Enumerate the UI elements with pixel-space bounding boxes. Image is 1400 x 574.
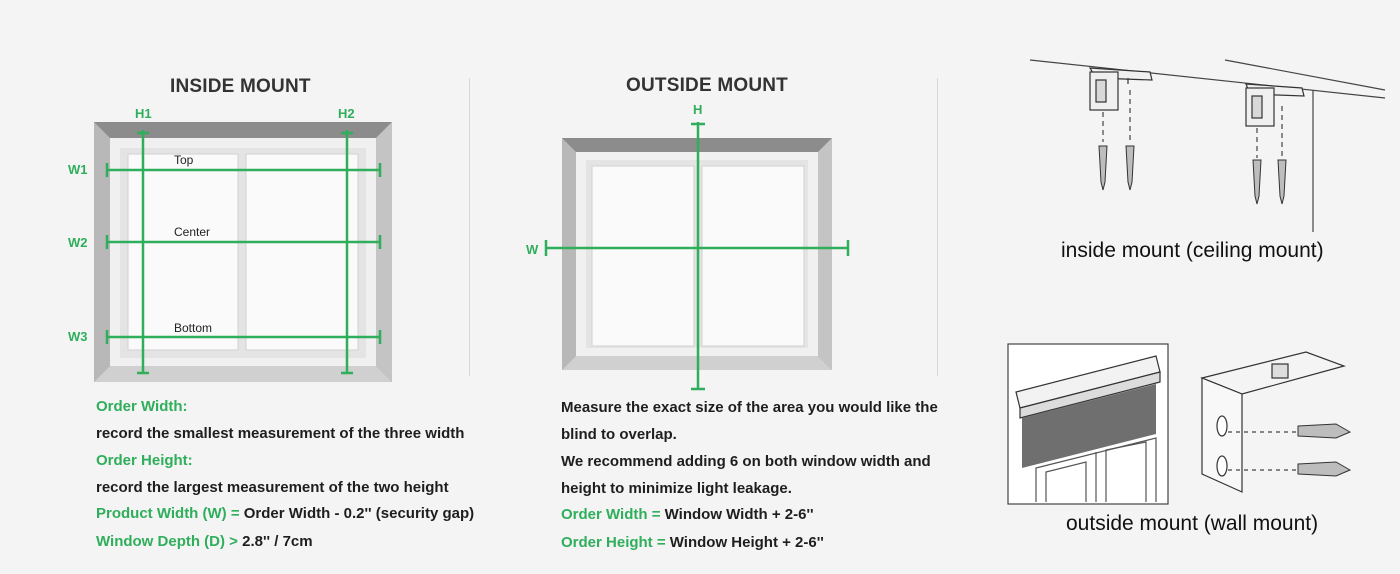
window-depth-text: 2.8'' / 7cm: [237, 533, 313, 550]
zone-bottom-label: Bottom: [174, 321, 213, 335]
measure-line-1: Measure the exact size of the area you would like the: [561, 399, 938, 416]
ceiling-screws: [1099, 146, 1286, 204]
h2-label: H2: [338, 106, 355, 121]
w1-label: W1: [68, 162, 88, 177]
w-label: W: [526, 242, 539, 257]
ceiling-mount-caption: inside mount (ceiling mount): [1061, 239, 1324, 262]
wall-mount-caption: outside mount (wall mount): [1066, 512, 1319, 535]
inside-order-height-label: Order Height:: [96, 452, 193, 469]
outside-mount-title: OUTSIDE MOUNT: [626, 75, 788, 96]
h-label: H: [693, 102, 703, 117]
ceiling-bracket-left: [1090, 68, 1152, 110]
inside-order-width-label: Order Width:: [96, 398, 188, 415]
recommend-line-2: height to minimize light leakage.: [561, 480, 792, 497]
ceiling-bracket-right: [1246, 84, 1304, 126]
inside-order-height-text: record the largest measurement of the two height: [96, 479, 449, 496]
h1-label: H1: [135, 106, 152, 121]
inside-mount-window-diagram: [60, 100, 400, 390]
recommend-line-1: We recommend adding 6 on both window width and: [561, 453, 931, 470]
outside-order-height-line: [561, 534, 824, 551]
outside-order-width-line: [561, 506, 814, 523]
ceiling-mount-illustration: [1020, 50, 1390, 240]
measure-line-2: blind to overlap.: [561, 426, 677, 443]
outside-order-height-text: Window Height + 2-6'': [665, 534, 824, 551]
inside-mount-title: INSIDE MOUNT: [170, 76, 311, 97]
window-depth-label: Window Depth (D) >: [96, 533, 238, 550]
divider-left: [469, 78, 470, 376]
window-depth-line: [96, 533, 313, 550]
product-width-text: Order Width - 0.2'' (security gap): [239, 505, 475, 522]
divider-right: [937, 78, 938, 376]
outside-mount-window-diagram: [530, 110, 860, 395]
wall-screws: [1298, 424, 1350, 476]
inside-order-width-text: record the smallest measurement of the three width: [96, 425, 465, 442]
outside-order-width-text: Window Width + 2-6'': [660, 506, 814, 523]
outside-order-width-label: Order Width =: [561, 506, 661, 523]
w3-label: W3: [68, 329, 88, 344]
product-width-label: Product Width (W) =: [96, 505, 240, 522]
product-width-line: [96, 505, 474, 522]
zone-top-label: Top: [174, 153, 194, 167]
wall-mount-illustration: [1006, 342, 1356, 510]
zone-center-label: Center: [174, 225, 211, 239]
outside-order-height-label: Order Height =: [561, 534, 666, 551]
w2-label: W2: [68, 235, 88, 250]
